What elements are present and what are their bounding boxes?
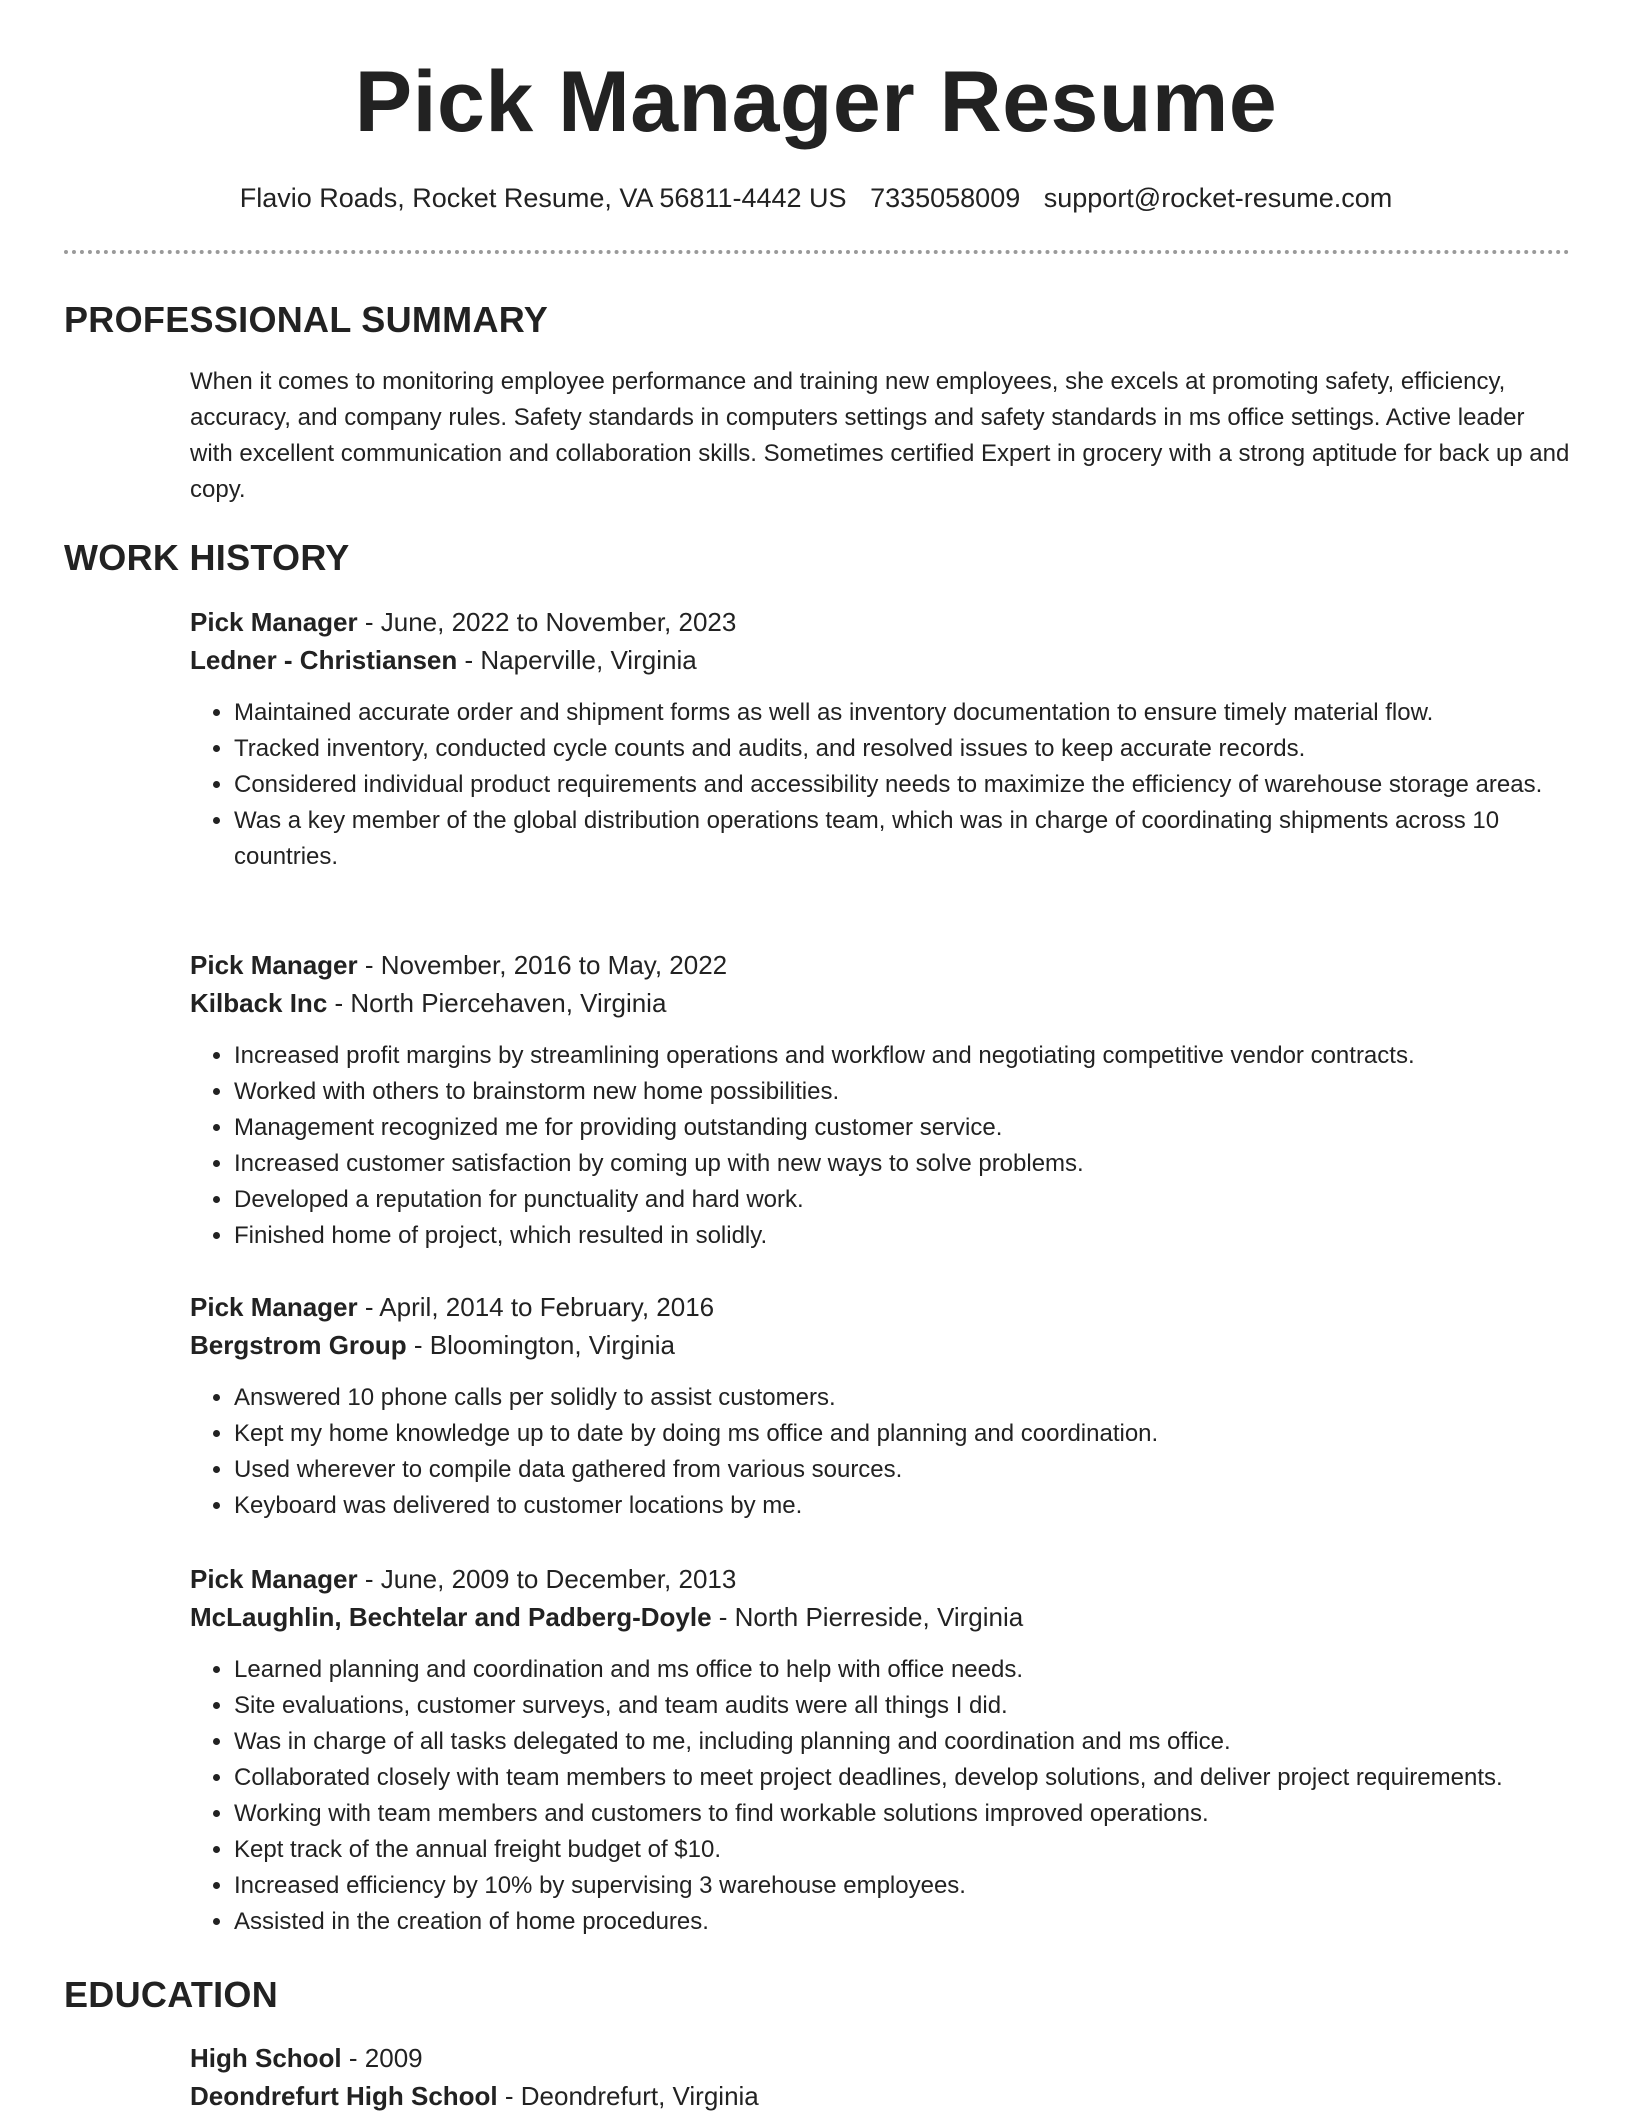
job-title: Pick Manager	[190, 607, 358, 637]
job-dates: - June, 2022 to November, 2023	[357, 607, 737, 637]
job-title-line	[190, 1288, 1570, 1326]
company-name: Kilback Inc	[190, 988, 328, 1018]
job-entry	[190, 603, 1570, 875]
company-location: - North Pierreside, Virginia	[711, 1602, 1024, 1632]
degree-year: - 2009	[341, 2043, 423, 2073]
job-title: Pick Manager	[190, 1292, 358, 1322]
company-line	[190, 984, 1570, 1022]
summary-text: When it comes to monitoring employee performance and training new employees, she excels at promoting safety, efficiency, accuracy, and company rules. Safety standards in computers settings and safety standards in ms office settings. Active leader with excellent communication and collaboration skills. Sometimes certified Expert in grocery with a strong aptitude for back up and copy.	[190, 368, 1570, 503]
job-bullets	[190, 1380, 1570, 1524]
list-item: • Increased profit margins by streamlining operations and workflow and negotiating competitive vendor contracts.	[234, 1038, 1570, 1074]
list-item: • Tracked inventory, conducted cycle counts and audits, and resolved issues to keep accurate records.	[234, 731, 1570, 767]
page-title: Pick Manager Resume	[354, 54, 1278, 150]
company-location: - Naperville, Virginia	[457, 645, 697, 675]
job-bullets	[190, 695, 1570, 875]
school-location: - Deondrefurt, Virginia	[497, 2081, 759, 2111]
job-dates: - June, 2009 to December, 2013	[357, 1564, 737, 1594]
phone-text: 7335058009	[870, 183, 1021, 213]
list-item: • Was in charge of all tasks delegated to me, including planning and coordination and ms office.	[234, 1724, 1570, 1760]
header-divider	[64, 250, 1570, 254]
company-line	[190, 1326, 1570, 1364]
list-item: • Site evaluations, customer surveys, and team audits were all things I did.	[234, 1688, 1570, 1724]
list-item: • Was a key member of the global distribution operations team, which was in charge of coordinating shipments across 10 countries.	[234, 803, 1570, 875]
contact-line	[0, 180, 1632, 216]
job-title-line	[190, 946, 1570, 984]
list-item: • Worked with others to brainstorm new home possibilities.	[234, 1074, 1570, 1110]
job-title-line	[190, 603, 1570, 641]
company-location: - Bloomington, Virginia	[406, 1330, 676, 1360]
list-item: • Working with team members and customers to find workable solutions improved operations.	[234, 1796, 1570, 1832]
list-item: • Increased customer satisfaction by coming up with new ways to solve problems.	[234, 1146, 1570, 1182]
list-item: • Assisted in the creation of home procedures.	[234, 1904, 1570, 1940]
company-name: McLaughlin, Bechtelar and Padberg-Doyle	[190, 1602, 712, 1632]
list-item: • Learned planning and coordination and ms office to help with office needs.	[234, 1652, 1570, 1688]
company-name: Bergstrom Group	[190, 1330, 407, 1360]
list-item: • Kept track of the annual freight budget of $10.	[234, 1832, 1570, 1868]
company-location: - North Piercehaven, Virginia	[327, 988, 667, 1018]
degree-name: High School	[190, 2043, 342, 2073]
list-item: • Maintained accurate order and shipment forms as well as inventory documentation to ensure timely material flow.	[234, 695, 1570, 731]
job-title-line	[190, 1560, 1570, 1598]
job-dates: - November, 2016 to May, 2022	[357, 950, 728, 980]
job-dates: - April, 2014 to February, 2016	[357, 1292, 715, 1322]
degree-line	[190, 2039, 1570, 2077]
work-history-heading: WORK HISTORY	[64, 537, 350, 578]
school-name: Deondrefurt High School	[190, 2081, 498, 2111]
list-item: • Collaborated closely with team members to meet project deadlines, develop solutions, and deliver project requirements.	[234, 1760, 1570, 1796]
job-bullets	[190, 1038, 1570, 1254]
list-item: • Increased efficiency by 10% by supervising 3 warehouse employees.	[234, 1868, 1570, 1904]
list-item: • Finished home of project, which resulted in solidly.	[234, 1218, 1570, 1254]
list-item: • Answered 10 phone calls per solidly to assist customers.	[234, 1380, 1570, 1416]
list-item: • Considered individual product requirements and accessibility needs to maximize the efficiency of warehouse storage areas.	[234, 767, 1570, 803]
job-entry	[190, 1288, 1570, 1524]
summary-section	[190, 364, 1570, 508]
company-name: Ledner - Christiansen	[190, 645, 458, 675]
list-item: • Management recognized me for providing outstanding customer service.	[234, 1110, 1570, 1146]
company-line	[190, 1598, 1570, 1636]
job-title: Pick Manager	[190, 1564, 358, 1594]
job-entry	[190, 1560, 1570, 1940]
job-title: Pick Manager	[190, 950, 358, 980]
job-bullets	[190, 1652, 1570, 1940]
summary-heading: PROFESSIONAL SUMMARY	[64, 299, 549, 340]
school-line	[190, 2077, 1570, 2115]
job-entry	[190, 946, 1570, 1254]
list-item: • Kept my home knowledge up to date by doing ms office and planning and coordination.	[234, 1416, 1570, 1452]
education-heading: EDUCATION	[64, 1974, 279, 2015]
address-text: Flavio Roads, Rocket Resume, VA 56811-4442 US	[239, 183, 847, 213]
list-item: • Used wherever to compile data gathered from various sources.	[234, 1452, 1570, 1488]
company-line	[190, 641, 1570, 679]
email-text: support@rocket-resume.com	[1043, 183, 1393, 213]
list-item: • Developed a reputation for punctuality and hard work.	[234, 1182, 1570, 1218]
list-item: • Keyboard was delivered to customer locations by me.	[234, 1488, 1570, 1524]
education-entry	[190, 2039, 1570, 2115]
